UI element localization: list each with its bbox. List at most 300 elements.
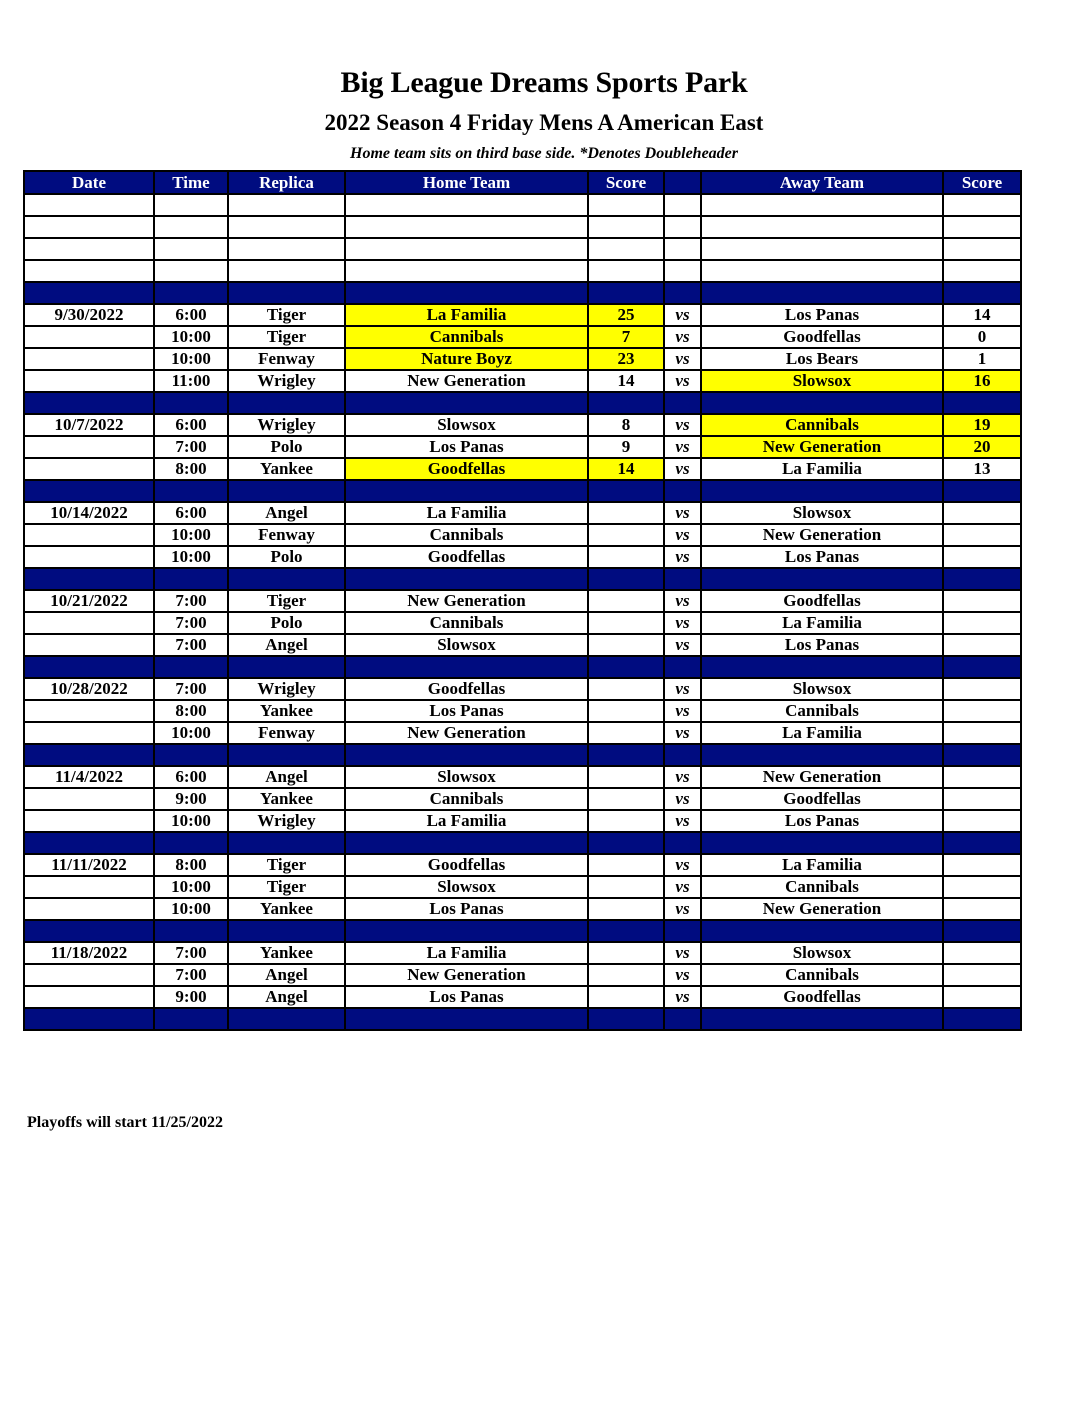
playoffs-note: Playoffs will start 11/25/2022 xyxy=(27,1114,223,1131)
game-replica: Yankee xyxy=(228,700,345,722)
game-row xyxy=(24,876,1021,898)
separator-cell xyxy=(154,744,228,766)
home-score xyxy=(588,722,664,744)
away-team: Los Panas xyxy=(701,546,943,568)
blank-row xyxy=(24,260,1021,282)
away-score xyxy=(943,876,1021,898)
separator-cell xyxy=(345,832,588,854)
home-score xyxy=(588,898,664,920)
separator-cell xyxy=(24,744,154,766)
vs-label: vs xyxy=(664,414,701,436)
away-score xyxy=(943,700,1021,722)
game-time: 10:00 xyxy=(154,722,228,744)
game-date xyxy=(24,722,154,744)
home-score xyxy=(588,810,664,832)
blank-cell xyxy=(588,216,664,238)
game-replica: Wrigley xyxy=(228,810,345,832)
game-time: 7:00 xyxy=(154,964,228,986)
away-team: Cannibals xyxy=(701,414,943,436)
separator-cell xyxy=(154,832,228,854)
week-separator-row xyxy=(24,568,1021,590)
game-row xyxy=(24,524,1021,546)
home-score: 14 xyxy=(588,370,664,392)
away-team: Los Panas xyxy=(701,634,943,656)
away-team: Los Panas xyxy=(701,304,943,326)
away-team: New Generation xyxy=(701,898,943,920)
blank-cell xyxy=(588,260,664,282)
game-date: 9/30/2022 xyxy=(24,304,154,326)
schedule-table xyxy=(23,170,1022,1031)
week-separator-row xyxy=(24,392,1021,414)
separator-cell xyxy=(701,832,943,854)
blank-cell xyxy=(228,216,345,238)
game-replica: Angel xyxy=(228,502,345,524)
game-row xyxy=(24,898,1021,920)
game-row xyxy=(24,766,1021,788)
separator-cell xyxy=(588,568,664,590)
away-score: 14 xyxy=(943,304,1021,326)
blank-row xyxy=(24,238,1021,260)
away-score: 19 xyxy=(943,414,1021,436)
separator-cell xyxy=(345,920,588,942)
separator-cell xyxy=(228,480,345,502)
separator-cell xyxy=(228,392,345,414)
separator-cell xyxy=(588,832,664,854)
away-team: La Familia xyxy=(701,458,943,480)
away-team: New Generation xyxy=(701,436,943,458)
vs-label: vs xyxy=(664,986,701,1008)
away-score xyxy=(943,678,1021,700)
separator-cell xyxy=(154,480,228,502)
game-row xyxy=(24,612,1021,634)
home-score xyxy=(588,502,664,524)
separator-cell xyxy=(154,568,228,590)
vs-label: vs xyxy=(664,590,701,612)
separator-cell xyxy=(345,744,588,766)
game-time: 6:00 xyxy=(154,766,228,788)
vs-label: vs xyxy=(664,964,701,986)
vs-label: vs xyxy=(664,942,701,964)
game-row xyxy=(24,810,1021,832)
home-team: Goodfellas xyxy=(345,854,588,876)
game-time: 7:00 xyxy=(154,678,228,700)
separator-cell xyxy=(943,568,1021,590)
separator-cell xyxy=(664,656,701,678)
home-score: 9 xyxy=(588,436,664,458)
away-score: 1 xyxy=(943,348,1021,370)
blank-cell xyxy=(24,260,154,282)
home-score xyxy=(588,546,664,568)
separator-cell xyxy=(701,282,943,304)
home-score: 25 xyxy=(588,304,664,326)
game-replica: Tiger xyxy=(228,876,345,898)
home-team: Los Panas xyxy=(345,898,588,920)
blank-cell xyxy=(701,238,943,260)
home-score xyxy=(588,524,664,546)
separator-cell xyxy=(154,1008,228,1030)
separator-cell xyxy=(228,282,345,304)
separator-cell xyxy=(154,392,228,414)
away-score: 20 xyxy=(943,436,1021,458)
blank-cell xyxy=(154,194,228,216)
blank-cell xyxy=(588,194,664,216)
home-score xyxy=(588,700,664,722)
game-date xyxy=(24,370,154,392)
separator-cell xyxy=(943,392,1021,414)
separator-cell xyxy=(588,1008,664,1030)
game-replica: Tiger xyxy=(228,326,345,348)
col-home-team-header: Home Team xyxy=(345,171,588,194)
blank-cell xyxy=(664,194,701,216)
col-date-header: Date xyxy=(24,171,154,194)
separator-cell xyxy=(228,744,345,766)
away-team: Cannibals xyxy=(701,876,943,898)
game-time: 11:00 xyxy=(154,370,228,392)
away-score xyxy=(943,942,1021,964)
separator-cell xyxy=(943,656,1021,678)
separator-cell xyxy=(24,920,154,942)
game-replica: Yankee xyxy=(228,458,345,480)
game-replica: Polo xyxy=(228,612,345,634)
away-score xyxy=(943,986,1021,1008)
home-team: Slowsox xyxy=(345,766,588,788)
home-team: New Generation xyxy=(345,722,588,744)
home-team: Goodfellas xyxy=(345,458,588,480)
separator-cell xyxy=(154,656,228,678)
away-score xyxy=(943,634,1021,656)
game-date xyxy=(24,524,154,546)
blank-cell xyxy=(345,194,588,216)
separator-cell xyxy=(24,282,154,304)
separator-cell xyxy=(228,920,345,942)
game-date xyxy=(24,898,154,920)
home-team: New Generation xyxy=(345,370,588,392)
game-time: 7:00 xyxy=(154,590,228,612)
blank-cell xyxy=(943,260,1021,282)
separator-cell xyxy=(943,480,1021,502)
separator-cell xyxy=(701,568,943,590)
separator-cell xyxy=(943,1008,1021,1030)
away-score xyxy=(943,546,1021,568)
separator-cell xyxy=(228,832,345,854)
game-time: 10:00 xyxy=(154,876,228,898)
blank-cell xyxy=(664,238,701,260)
vs-label: vs xyxy=(664,458,701,480)
game-time: 8:00 xyxy=(154,458,228,480)
separator-cell xyxy=(588,480,664,502)
page-title: Big League Dreams Sports Park xyxy=(340,66,748,99)
game-row xyxy=(24,634,1021,656)
away-team: New Generation xyxy=(701,524,943,546)
separator-cell xyxy=(24,1008,154,1030)
blank-cell xyxy=(943,194,1021,216)
game-date: 10/7/2022 xyxy=(24,414,154,436)
away-score xyxy=(943,766,1021,788)
home-score: 8 xyxy=(588,414,664,436)
game-replica: Yankee xyxy=(228,788,345,810)
blank-cell xyxy=(154,216,228,238)
home-team: Cannibals xyxy=(345,326,588,348)
home-score: 23 xyxy=(588,348,664,370)
separator-cell xyxy=(701,656,943,678)
separator-cell xyxy=(943,920,1021,942)
game-replica: Angel xyxy=(228,766,345,788)
away-score: 13 xyxy=(943,458,1021,480)
separator-cell xyxy=(701,744,943,766)
home-score: 7 xyxy=(588,326,664,348)
away-team: Cannibals xyxy=(701,964,943,986)
blank-cell xyxy=(943,216,1021,238)
vs-label: vs xyxy=(664,788,701,810)
away-team: La Familia xyxy=(701,722,943,744)
col-time-header: Time xyxy=(154,171,228,194)
vs-label: vs xyxy=(664,634,701,656)
vs-label: vs xyxy=(664,700,701,722)
home-team: La Familia xyxy=(345,810,588,832)
away-score xyxy=(943,612,1021,634)
game-row xyxy=(24,986,1021,1008)
vs-label: vs xyxy=(664,766,701,788)
game-row xyxy=(24,964,1021,986)
week-separator-row xyxy=(24,832,1021,854)
separator-cell xyxy=(154,282,228,304)
blank-cell xyxy=(228,194,345,216)
home-team: Cannibals xyxy=(345,524,588,546)
away-team: La Familia xyxy=(701,854,943,876)
game-time: 8:00 xyxy=(154,854,228,876)
game-date xyxy=(24,700,154,722)
separator-cell xyxy=(701,392,943,414)
blank-cell xyxy=(228,238,345,260)
col-home-score-header: Score xyxy=(588,171,664,194)
separator-cell xyxy=(345,392,588,414)
game-replica: Tiger xyxy=(228,854,345,876)
game-replica: Polo xyxy=(228,436,345,458)
away-score xyxy=(943,590,1021,612)
home-team: Los Panas xyxy=(345,700,588,722)
col-vs-header xyxy=(664,171,701,194)
vs-label: vs xyxy=(664,678,701,700)
col-away-team-header: Away Team xyxy=(701,171,943,194)
week-separator-row xyxy=(24,920,1021,942)
game-replica: Wrigley xyxy=(228,678,345,700)
schedule-body xyxy=(24,194,1021,1030)
game-time: 10:00 xyxy=(154,546,228,568)
blank-cell xyxy=(154,238,228,260)
home-score: 14 xyxy=(588,458,664,480)
separator-cell xyxy=(664,392,701,414)
game-time: 9:00 xyxy=(154,788,228,810)
blank-cell xyxy=(345,216,588,238)
home-score xyxy=(588,986,664,1008)
game-replica: Wrigley xyxy=(228,370,345,392)
vs-label: vs xyxy=(664,304,701,326)
away-team: Los Panas xyxy=(701,810,943,832)
home-team: La Familia xyxy=(345,502,588,524)
home-team: La Familia xyxy=(345,304,588,326)
separator-cell xyxy=(24,392,154,414)
away-team: New Generation xyxy=(701,766,943,788)
col-away-score-header: Score xyxy=(943,171,1021,194)
separator-cell xyxy=(664,832,701,854)
game-replica: Angel xyxy=(228,634,345,656)
away-team: Goodfellas xyxy=(701,326,943,348)
game-date: 11/4/2022 xyxy=(24,766,154,788)
separator-cell xyxy=(943,282,1021,304)
game-replica: Polo xyxy=(228,546,345,568)
game-time: 10:00 xyxy=(154,898,228,920)
game-replica: Tiger xyxy=(228,590,345,612)
home-score xyxy=(588,634,664,656)
game-replica: Wrigley xyxy=(228,414,345,436)
game-row xyxy=(24,854,1021,876)
game-row xyxy=(24,414,1021,436)
separator-cell xyxy=(664,920,701,942)
home-score xyxy=(588,678,664,700)
game-row xyxy=(24,458,1021,480)
week-separator-row xyxy=(24,656,1021,678)
game-date xyxy=(24,810,154,832)
home-team: Los Panas xyxy=(345,436,588,458)
separator-cell xyxy=(345,1008,588,1030)
blank-cell xyxy=(154,260,228,282)
away-score xyxy=(943,854,1021,876)
home-team: Goodfellas xyxy=(345,546,588,568)
game-time: 10:00 xyxy=(154,326,228,348)
game-time: 7:00 xyxy=(154,942,228,964)
away-team: Slowsox xyxy=(701,942,943,964)
away-score xyxy=(943,722,1021,744)
vs-label: vs xyxy=(664,370,701,392)
game-row xyxy=(24,722,1021,744)
away-team: Goodfellas xyxy=(701,590,943,612)
away-score xyxy=(943,810,1021,832)
separator-cell xyxy=(24,480,154,502)
separator-cell xyxy=(24,568,154,590)
header-row xyxy=(24,171,1021,194)
game-row xyxy=(24,348,1021,370)
game-date xyxy=(24,612,154,634)
game-date: 10/14/2022 xyxy=(24,502,154,524)
separator-cell xyxy=(345,656,588,678)
game-row xyxy=(24,700,1021,722)
game-date xyxy=(24,326,154,348)
separator-cell xyxy=(345,568,588,590)
blank-cell xyxy=(228,260,345,282)
game-row xyxy=(24,304,1021,326)
blank-cell xyxy=(701,216,943,238)
away-team: Los Bears xyxy=(701,348,943,370)
away-team: Slowsox xyxy=(701,502,943,524)
blank-cell xyxy=(24,216,154,238)
home-team: Nature Boyz xyxy=(345,348,588,370)
home-team: Slowsox xyxy=(345,634,588,656)
home-team: New Generation xyxy=(345,590,588,612)
separator-cell xyxy=(943,832,1021,854)
game-replica: Yankee xyxy=(228,898,345,920)
blank-cell xyxy=(664,216,701,238)
separator-cell xyxy=(588,392,664,414)
away-team: La Familia xyxy=(701,612,943,634)
game-replica: Angel xyxy=(228,986,345,1008)
blank-row xyxy=(24,216,1021,238)
away-team: Cannibals xyxy=(701,700,943,722)
blank-cell xyxy=(943,238,1021,260)
vs-label: vs xyxy=(664,810,701,832)
home-score xyxy=(588,854,664,876)
game-replica: Tiger xyxy=(228,304,345,326)
game-time: 9:00 xyxy=(154,986,228,1008)
vs-label: vs xyxy=(664,436,701,458)
separator-cell xyxy=(228,1008,345,1030)
week-separator-row xyxy=(24,744,1021,766)
schedule-note: Home team sits on third base side. *Denotes Doubleheader xyxy=(350,145,738,162)
game-date xyxy=(24,986,154,1008)
game-date xyxy=(24,788,154,810)
separator-cell xyxy=(664,282,701,304)
home-team: Goodfellas xyxy=(345,678,588,700)
game-date: 10/28/2022 xyxy=(24,678,154,700)
blank-row xyxy=(24,194,1021,216)
home-score xyxy=(588,964,664,986)
separator-cell xyxy=(24,832,154,854)
game-replica: Fenway xyxy=(228,524,345,546)
vs-label: vs xyxy=(664,348,701,370)
separator-cell xyxy=(345,282,588,304)
game-date xyxy=(24,348,154,370)
home-score xyxy=(588,590,664,612)
week-separator-row xyxy=(24,480,1021,502)
separator-cell xyxy=(24,656,154,678)
game-row xyxy=(24,788,1021,810)
game-time: 7:00 xyxy=(154,634,228,656)
separator-cell xyxy=(701,920,943,942)
vs-label: vs xyxy=(664,722,701,744)
home-team: La Familia xyxy=(345,942,588,964)
game-time: 6:00 xyxy=(154,414,228,436)
game-date xyxy=(24,546,154,568)
vs-label: vs xyxy=(664,898,701,920)
game-row xyxy=(24,326,1021,348)
home-score xyxy=(588,766,664,788)
separator-cell xyxy=(701,1008,943,1030)
game-row xyxy=(24,678,1021,700)
vs-label: vs xyxy=(664,854,701,876)
game-row xyxy=(24,436,1021,458)
week-separator-row xyxy=(24,282,1021,304)
home-team: Slowsox xyxy=(345,876,588,898)
blank-cell xyxy=(24,238,154,260)
away-score: 0 xyxy=(943,326,1021,348)
game-time: 10:00 xyxy=(154,524,228,546)
away-score xyxy=(943,898,1021,920)
separator-cell xyxy=(154,920,228,942)
home-score xyxy=(588,942,664,964)
blank-cell xyxy=(345,238,588,260)
separator-cell xyxy=(664,744,701,766)
game-time: 6:00 xyxy=(154,304,228,326)
away-team: Slowsox xyxy=(701,370,943,392)
game-time: 7:00 xyxy=(154,436,228,458)
away-score xyxy=(943,524,1021,546)
separator-cell xyxy=(228,656,345,678)
separator-cell xyxy=(588,920,664,942)
away-score: 16 xyxy=(943,370,1021,392)
away-score xyxy=(943,964,1021,986)
game-time: 7:00 xyxy=(154,612,228,634)
separator-cell xyxy=(943,744,1021,766)
game-replica: Fenway xyxy=(228,722,345,744)
